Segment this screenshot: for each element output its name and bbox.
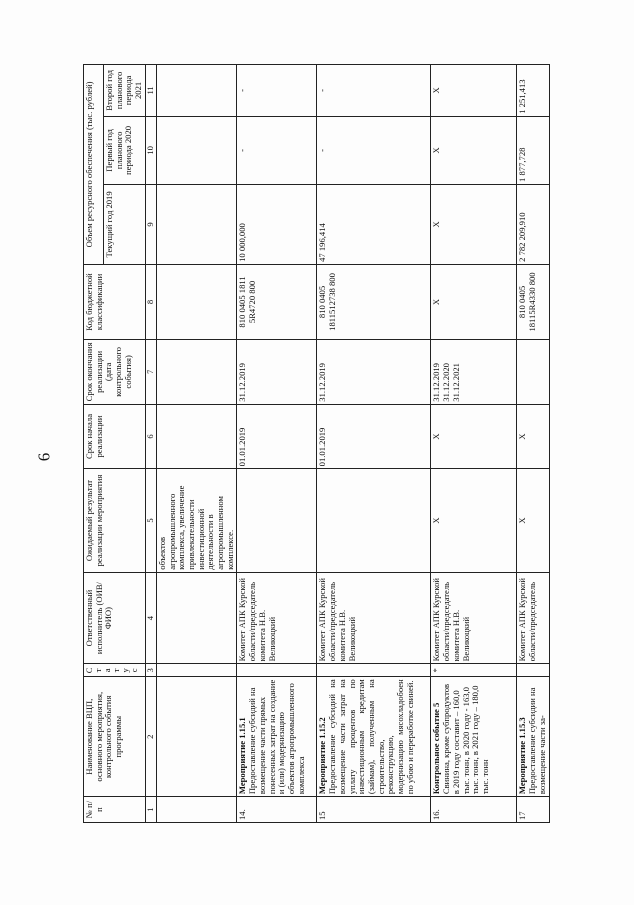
cell-code: 810 0405 1811512738 800 <box>317 264 431 339</box>
cell-start: Х <box>431 404 517 469</box>
page-number: 6 <box>34 452 54 462</box>
cell-name: Мероприятие 1.15.3 Предоставление субсидии на возмещение части за- <box>517 677 549 797</box>
header-result: Ожидаемый результат реализации мероприятия <box>84 469 146 572</box>
cell-end <box>517 340 549 405</box>
rotated-table-container <box>83 64 547 823</box>
cell-no: 17 <box>517 797 549 823</box>
cell-start: Х <box>517 404 549 469</box>
cell-end <box>156 340 237 405</box>
cell-2021 <box>156 65 237 117</box>
cell-2021: Х <box>431 65 517 117</box>
header-start: Срок начала реализации <box>84 404 146 469</box>
cell-result <box>317 469 431 572</box>
cell-end: 31.12.2019 <box>237 340 317 405</box>
cell-responsible: Комитет АПК Курской области/председатель комитета Н.В. Великоцкий <box>237 572 317 664</box>
cell-responsible: Комитет АПК Курской области/председатель <box>517 572 549 664</box>
table-row <box>237 65 317 823</box>
cell-result <box>237 469 317 572</box>
column-number: 2 <box>145 677 156 797</box>
column-number: 5 <box>145 469 156 572</box>
cell-name: Мероприятие 1.15.1 Предоставление субсидий на возмещение части прямых понесенных затрат на создание и (или) модернизацию объектов агропромышленного комплекса <box>237 677 317 797</box>
cell-2020: Х <box>431 116 517 184</box>
cell-result: Х <box>517 469 549 572</box>
cell-start <box>156 404 237 469</box>
cell-status <box>317 664 431 677</box>
cell-responsible <box>156 572 237 664</box>
cell-result: Х <box>431 469 517 572</box>
table-row <box>517 65 549 823</box>
column-number: 8 <box>145 264 156 339</box>
column-number: 7 <box>145 340 156 405</box>
column-number: 1 <box>145 797 156 823</box>
cell-code: 810 0405 1811 5R4720 800 <box>237 264 317 339</box>
column-number-row <box>145 65 156 823</box>
cell-start: 01.01.2019 <box>237 404 317 469</box>
cell-2020: 1 877,728 <box>517 116 549 184</box>
cell-code: Х <box>431 264 517 339</box>
cell-2019: 10 000,000 <box>237 184 317 264</box>
header-funding: Объем ресурсного обеспечения (тыс. рублей) <box>84 65 104 265</box>
cell-code: 810 0405 18115R4330 800 <box>517 264 549 339</box>
program-measures-table <box>83 64 550 823</box>
cell-no: 15 <box>317 797 431 823</box>
cell-no <box>156 797 237 823</box>
cell-name: Мероприятие 1.15.2 Предоставление субсидий на возмещение части затрат на уплату процентов по инвестиционным кредитам (займам), полученным на строительство, реконструкцию, модернизацию мясохладобоен по убою и переработке свиней. <box>317 677 431 797</box>
cell-name: Контрольное событие 5 Свинина, кроме субпродуктов в 2019 году составит – 160,0 тыс. тонн, в 2020 году - 163,0 тыс. тонн, в 2021 году – 180,0 тыс. тонн <box>431 677 517 797</box>
cell-name <box>156 677 237 797</box>
header-no: № п/ п <box>84 797 146 823</box>
cell-no: 14. <box>237 797 317 823</box>
cell-start: 01.01.2019 <box>317 404 431 469</box>
cell-no: 16. <box>431 797 517 823</box>
header-year-2021: Второй год планового периода 2021 <box>104 65 146 117</box>
cell-2019: 2 782 209,910 <box>517 184 549 264</box>
header-end: Срок окончания реализации (дата контрольного события) <box>84 340 146 405</box>
cell-2021: - <box>237 65 317 117</box>
header-year-2020: Первый год планового периода 2020 <box>104 116 146 184</box>
cell-end: 31.12.2019 <box>317 340 431 405</box>
cell-2021: - <box>317 65 431 117</box>
cell-2021: 1 251,413 <box>517 65 549 117</box>
cell-code <box>156 264 237 339</box>
cell-responsible: Комитет АПК Курской области/председатель комитета Н.В. Великоцкий <box>431 572 517 664</box>
column-number: 3 <box>145 664 156 677</box>
cell-2019 <box>156 184 237 264</box>
cell-status <box>156 664 237 677</box>
table-row <box>317 65 431 823</box>
cell-2020 <box>156 116 237 184</box>
document-sheet <box>83 64 547 823</box>
cell-status <box>237 664 317 677</box>
table-row <box>156 65 237 823</box>
header-year-2019: Текущий год 2019 <box>104 184 146 264</box>
header-name: Наименование ВЦП, основного мероприятия, контрольного события программы <box>84 677 146 797</box>
cell-status: * <box>431 664 517 677</box>
cell-2019: 47 196,414 <box>317 184 431 264</box>
column-number: 4 <box>145 572 156 664</box>
cell-end: 31.12.2019 31.12.2020 31.12.2021 <box>431 340 517 405</box>
cell-status <box>517 664 549 677</box>
column-number: 9 <box>145 184 156 264</box>
cell-2020: - <box>317 116 431 184</box>
column-number: 11 <box>145 65 156 117</box>
header-responsible: Ответственный исполнитель (ОИВ/ФИО) <box>84 572 146 664</box>
table-row <box>431 65 517 823</box>
header-code: Код бюджетной классификации <box>84 264 146 339</box>
header-status: Статус <box>84 664 146 677</box>
cell-result: объектов агропромышленного комплекса, увеличение привлекательности инвестиционной деятельности в агропромышленном комплексе. <box>156 469 237 572</box>
cell-2019: Х <box>431 184 517 264</box>
cell-responsible: Комитет АПК Курской области/председатель комитета Н.В. Великоцкий <box>317 572 431 664</box>
column-number: 6 <box>145 404 156 469</box>
column-number: 10 <box>145 116 156 184</box>
cell-2020: - <box>237 116 317 184</box>
